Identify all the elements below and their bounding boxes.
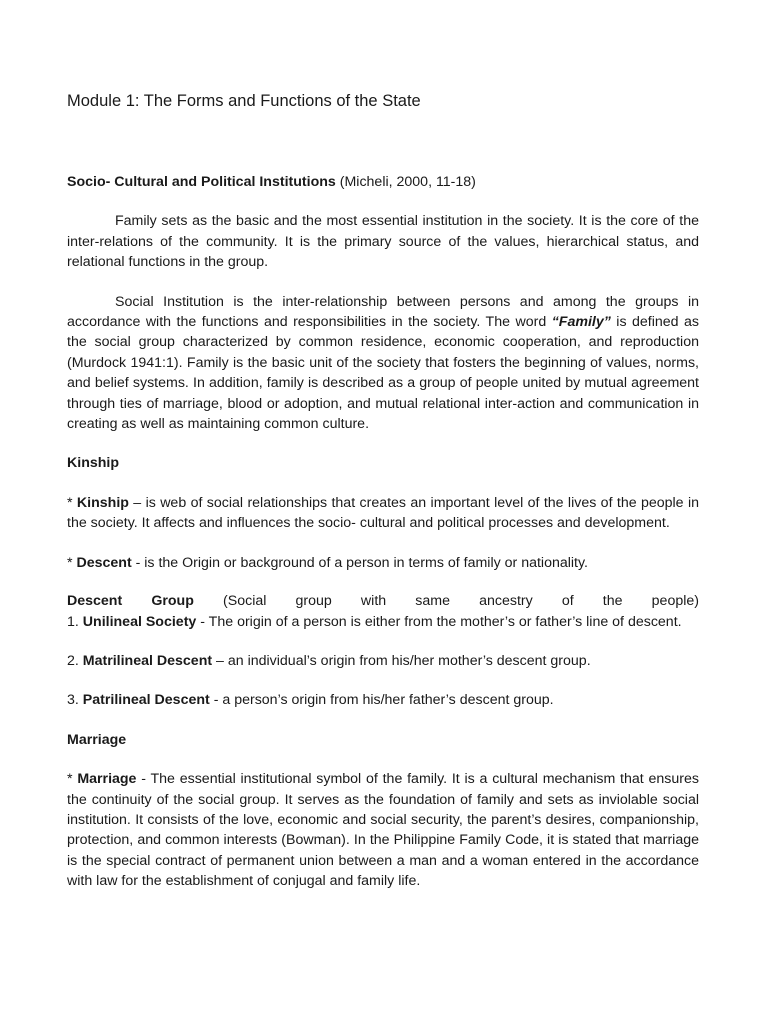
marriage-heading <box>67 730 699 750</box>
definition-text: - The origin of a person is either from the mother’s or father’s line of descent. <box>196 613 682 630</box>
paragraph-text: is defined as the social group characterized by common residence, economic cooperation, and reproduction (Murdock 1941:1). Family is the basic unit of the society that fosters the beginning of values, norms, and belief systems. In addition, family is described as a group of people united by mutual agreement through ties of marriage, blood or adoption, and mutual relational inter-action and communication in creating as well as maintaining common culture. <box>67 314 699 433</box>
list-number: 2. <box>67 652 83 669</box>
term: Descent Group <box>67 593 194 610</box>
descent-definition <box>67 553 699 573</box>
definition-text: - a person’s origin from his/her father’s descent group. <box>209 692 554 709</box>
definition-text: – is web of social relationships that creates an important level of the lives of the people in the society. It affects and influences the socio- cultural and political processes and development. <box>67 494 699 532</box>
list-number: 3. <box>67 692 83 709</box>
definition-text: - The essential institutional symbol of the family. It is a cultural mechanism that ensures the continuity of the social group. It serves as the foundation of family and sets as inviolable social institution. It consists of the love, economic and social security, the parent’s desires, companionship, protection, and common interests (Bowman). In the Philippine Family Code, it is stated that marriage is the special contract of permanent union between a man and a woman entered in the accordance with law for the establishment of conjugal and family life. <box>67 771 699 890</box>
paragraph-social-institution <box>67 292 699 435</box>
bullet: * <box>67 771 78 788</box>
list-number: 1. <box>67 613 83 630</box>
term: Unilineal Society <box>82 613 197 630</box>
family-term: “Family” <box>551 314 611 331</box>
section-heading: Socio- Cultural and Political Institutions <box>67 174 336 190</box>
page-title: Module 1: The Forms and Functions of the State <box>67 92 421 110</box>
list-item-matrilineal <box>67 651 699 671</box>
term: Marriage <box>77 771 137 788</box>
definition-text: - is the Origin or background of a person in terms of family or nationality. <box>131 554 588 571</box>
heading-text: Kinship <box>67 455 120 472</box>
definition-text: (Social group with same ancestry of the people) <box>193 593 699 610</box>
descent-group-line <box>67 591 699 611</box>
bullet: * <box>67 554 77 571</box>
heading-text: Marriage <box>67 731 127 748</box>
document-body <box>67 172 699 892</box>
term: Descent <box>76 554 132 571</box>
definition-text: – an individual’s origin from his/her mother’s descent group. <box>212 652 591 669</box>
term: Kinship <box>76 494 129 511</box>
kinship-heading <box>67 453 699 473</box>
paragraph-text: Social Institution is the inter-relationship between persons and among the groups in accordance with the functions and responsibilities in the society. The word <box>67 293 699 331</box>
term: Matrilineal Descent <box>82 652 213 669</box>
term: Patrilineal Descent <box>82 692 210 709</box>
section-citation: (Micheli, 2000, 11-18) <box>339 174 476 190</box>
bullet: * <box>67 494 77 511</box>
section-heading-line <box>67 172 699 192</box>
list-item-unilineal <box>67 612 699 632</box>
marriage-definition <box>67 769 699 891</box>
kinship-definition <box>67 493 699 534</box>
paragraph-family: Family sets as the basic and the most essential institution in the society. It is the core of the inter-relations of the community. It is the primary source of the values, hierarchical status, and relational functions in the group. <box>67 213 699 271</box>
list-item-patrilineal <box>67 690 699 710</box>
